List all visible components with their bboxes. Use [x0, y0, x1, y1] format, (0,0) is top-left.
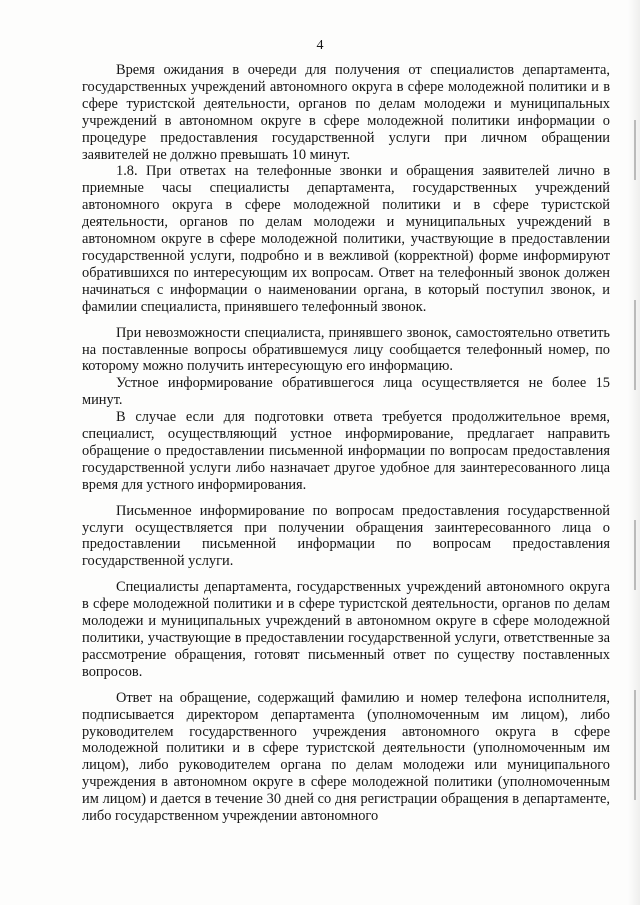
- scan-edge-mark: [634, 520, 636, 590]
- scan-edge-mark: [634, 120, 636, 180]
- paragraph-specialists-prepare: Специалисты департамента, государственных учреждений автономного округа в сфере молодежной политики и в сфере туристской деятельности, органов по делам молодежи и муниципальных учреждений в автономном округе в сфере молодежной политики, участвующие в предоставлении государственной услуги, ответственные за рассмотрение обращения, готовят письменный ответ по существу поставленных вопросов.: [82, 579, 610, 680]
- paragraph-long-preparation: В случае если для подготовки ответа требуется продолжительное время, специалист, осуществляющий устное информирование, предлагает направить обращение о предоставлении письменной информации по вопросам предоставления государственной услуги либо назначает другое удобное для заинтересованного лица время для устного информирования.: [82, 409, 610, 493]
- paragraph-oral-duration: Устное информирование обратившегося лица осуществляется не более 15 минут.: [82, 375, 610, 409]
- scan-edge-mark: [634, 300, 636, 390]
- scan-edge-mark: [634, 690, 636, 800]
- paragraph-unable-to-answer: При невозможности специалиста, принявшего звонок, самостоятельно ответить на поставленные вопросы обратившемуся лицу сообщается телефонный номер, по которому можно получить интересующую его информацию.: [82, 324, 610, 375]
- page-number: 4: [316, 38, 324, 53]
- paragraph-answer-signing: Ответ на обращение, содержащий фамилию и номер телефона исполнителя, подписывается директором департамента (уполномоченным им лицом), либо руководителем государственного учреждения автономного округа в сфере молодежной политики и в сфере туристской деятельности (уполномоченным им лицом), либо руководителем органа по делам молодежи или муниципального учреждения в автономном округе в сфере молодежной политики (уполномоченным им лицом) и дается в течение 30 дней со дня регистрации обращения в департаменте, либо государственном учреждении автономного: [82, 689, 610, 825]
- paragraph-1-8-phone-calls: 1.8. При ответах на телефонные звонки и обращения заявителей лично в приемные часы специалисты департамента, государственных учреждений автономного округа в сфере молодежной политики и в сфере туристской деятельности, органов по делам молодежи и муниципальных учреждений в автономном округе в сфере молодежной политики, участвующие в предоставлении государственной услуги, подробно и в вежливой (корректной) форме информируют обратившихся по интересующим их вопросам. Ответ на телефонный звонок должен начинаться с информации о наименовании органа, в который поступил звонок, и фамилии специалиста, принявшего телефонный звонок.: [82, 163, 610, 315]
- paragraph-waiting-time: Время ожидания в очереди для получения от специалистов департамента, государственных учреждений автономного округа в сфере молодежной политики и в сфере туристской деятельности, органов по делам молодежи и муниципальных учреждений в автономном округе в сфере молодежной политики информации о процедуре предоставления государственной услуги при личном обращении заявителей не должно превышать 10 минут.: [82, 62, 610, 163]
- document-body: [82, 62, 610, 825]
- paragraph-written-informing: Письменное информирование по вопросам предоставления государственной услуги осуществляется при получении обращения заинтересованного лица о предоставлении письменной информации по вопросам предоставления государственной услуги.: [82, 502, 610, 570]
